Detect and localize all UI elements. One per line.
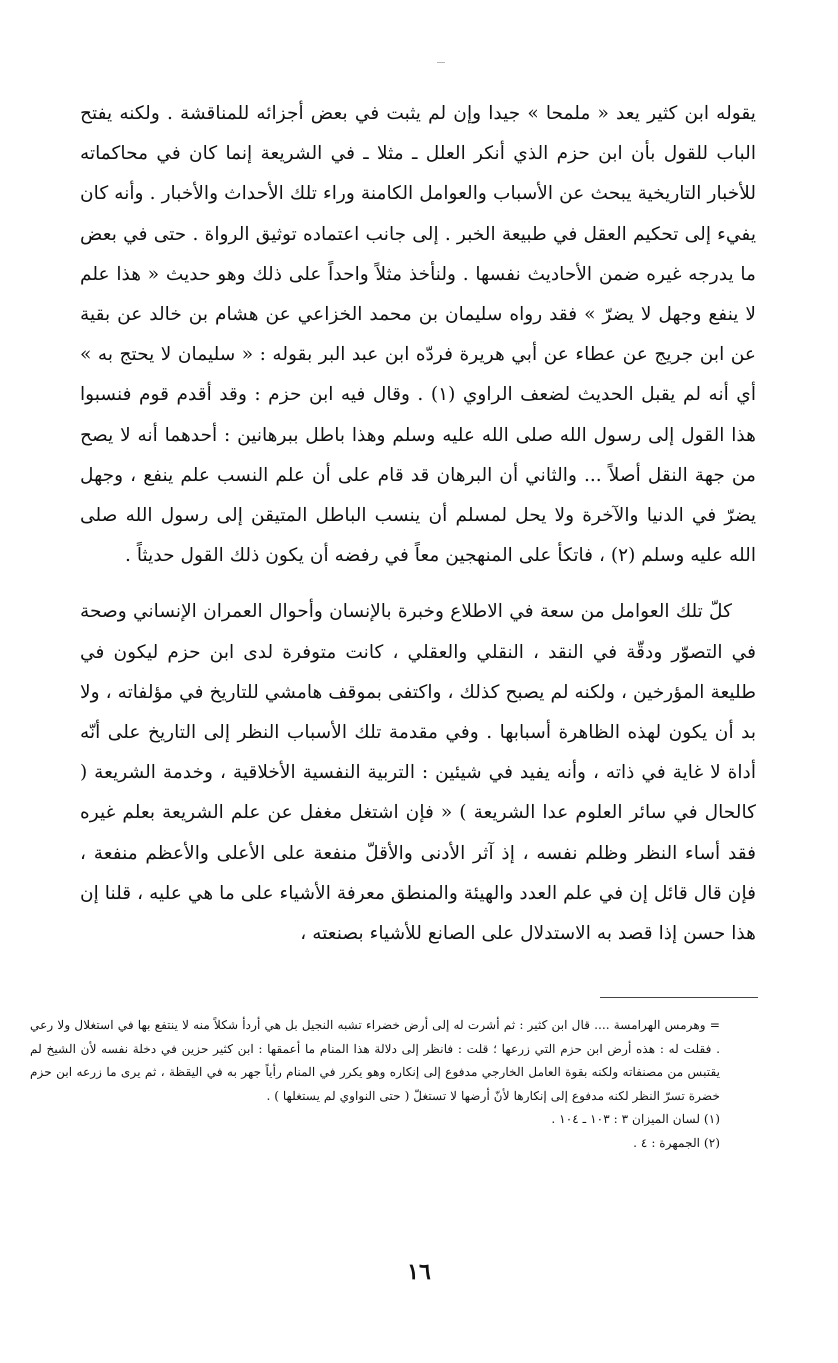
paragraph-2: كلّ تلك العوامل من سعة في الاطلاع وخبرة بالإنسان وأحوال العمران الإنساني وصحة في التصوّر ودقّة في النقد ، النقلي والعقلي ، كانت متوفرة لدى ابن حزم ليكون في طليعة المؤرخين ، ولكنه لم يصبح كذلك ، واكتفى بموقف هامشي للتاريخ في مؤلفاته ، ولا بد أن يكون لهذه الظاهرة أسبابها . وفي مقدمة تلك الأسباب النظر إلى التاريخ على أنّه أداة لا غاية في ذاته ، وأنه يفيد في شيئين : التربية النفسية الأخلاقية ، وخدمة الشريعة ( كالحال في سائر العلوم عدا الشريعة ) « فإن اشتغل مغفل عن علم الشريعة بعلم غيره فقد أساء النظر وظلم نفسه ، إذ آثر الأدنى والأقلّ منفعة على الأعلى والأعظم منفعة ، فإن قال قائل إن في علم العدد والهيئة والمنطق معرفة الأشياء على ما هي عليه ، قلنا إن هذا حسن إذا قصد به الاستدلال على الصانع للأشياء بصنعته ، [80, 601, 756, 945]
footnote-separator [600, 997, 758, 998]
footnote-continuation: = وهرمس الهرامسة .... قال ابن كثير : ثم أشرت له إلى أرض خضراء تشبه النجيل بل هي أردأ شكلاً منه لا ينتفع بها في استغلال ولا رعي . فقلت له : هذه أرض ابن حزم التي زرعها ؛ قلت : فانظر إلى دلالة هذا المنام ما أعمقها : ابن كثير حزين في دخلة نفسه لأن الشيخ لم يقتبس من مصنفاته ولكنه بقوة العامل الخارجي مدفوع إلى إنكاره وهو يكرر في المنام رأياً جهر به في اليقظة ، ثم يرى ما زرعه ابن حزم خضرة تسرّ النظر لكنه مدفوع إلى إنكارها لأنّ أرضها لا تستغلّ ( حتى النواوي لم يستغلها ) . [30, 1018, 720, 1103]
page-number: ١٦ [407, 1259, 431, 1285]
footnote-1: (١) لسان الميزان ٣ : ١٠٣ ـ ١٠٤ . [551, 1112, 720, 1126]
footnote-2: (٢) الجمهرة : ٤ . [633, 1135, 720, 1150]
scan-mark [437, 62, 445, 63]
main-text [80, 94, 756, 954]
paragraph-1: يقوله ابن كثير يعد « ملمحا » جيدا وإن لم يثبت في بعض أجزائه للمناقشة . ولكنه يفتح الباب للقول بأن ابن حزم الذي أنكر العلل ـ مثلا ـ في الشريعة إنما كان في محاكماته للأخبار التاريخية يبحث عن الأسباب والعوامل الكامنة وراء تلك الأحداث والأخبار . وأنه كان يفيء إلى تحكيم العقل في طبيعة الخبر . إلى جانب اعتماده توثيق الرواة . حتى في بعض ما يدرجه غيره ضمن الأحاديث نفسها . ولنأخذ مثلاً واحداً على ذلك وهو حديث « هذا علم لا ينفع وجهل لا يضرّ » فقد رواه سليمان بن محمد الخزاعي عن هشام بن خالد عن بقية عن ابن جريج عن عطاء عن أبي هريرة فردّه ابن عبد البر بقوله : « سليمان لا يحتج به » أي أنه لم يقبل الحديث لضعف الراوي (١) . وقال فيه ابن حزم : وقد أقدم قوم فنسبوا هذا القول إلى رسول الله صلى الله عليه وسلم وهذا باطل ببرهانين : أحدهما أنه لا يصح من جهة النقل أصلاً ... والثاني أن البرهان قد قام على أن علم النسب علم ينفع ، وجهل يضرّ في الدنيا والآخرة ولا يحل لمسلم أن ينسب الباطل المتيقن إلى رسول الله صلى الله عليه وسلم (٢) ، فاتكأ على المنهجين معاً في رفضه أن يكون ذلك القول حديثاً . [80, 103, 757, 567]
footnotes [30, 1014, 720, 1155]
